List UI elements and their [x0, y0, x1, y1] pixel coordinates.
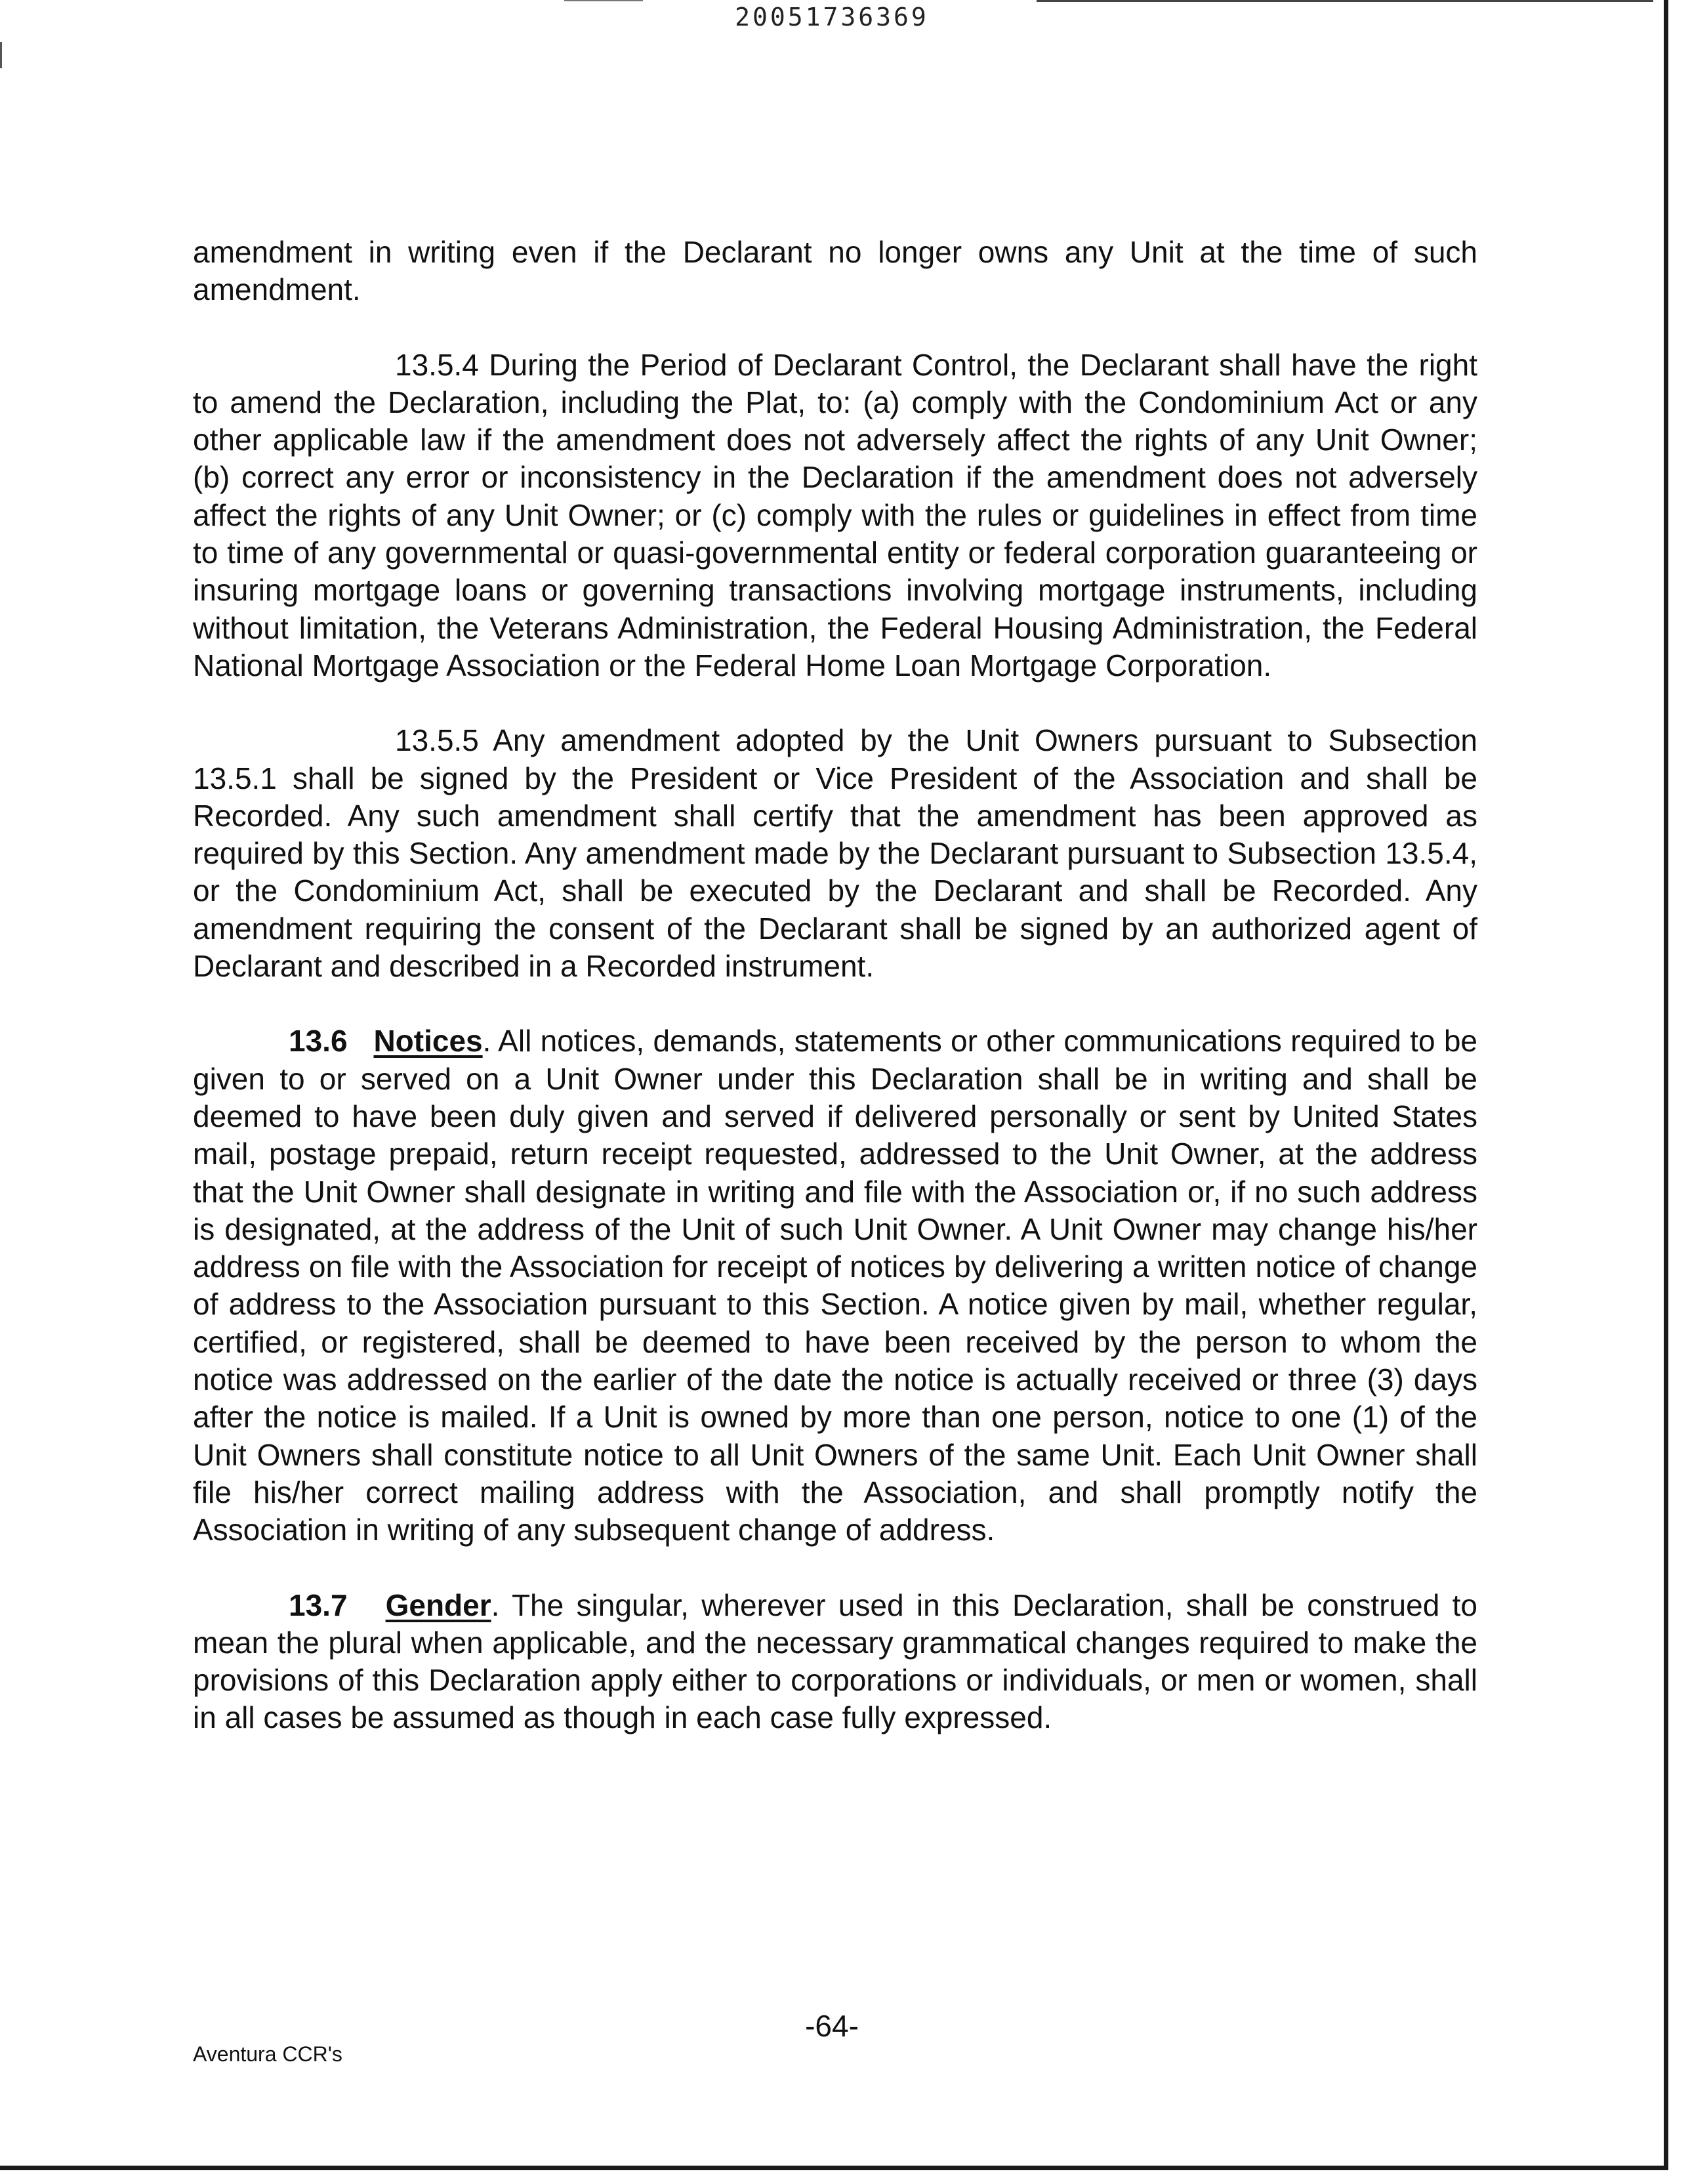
section-title-gender: Gender — [385, 1587, 491, 1622]
scan-artifact-mark — [0, 42, 2, 68]
section-13-6 — [193, 1022, 1477, 1549]
section-number: 13.7 — [289, 1587, 348, 1622]
document-body — [193, 234, 1477, 1774]
section-number: 13.6 — [289, 1024, 348, 1059]
section-13-7 — [193, 1587, 1477, 1737]
scan-artifact-line — [564, 0, 643, 1]
footer-label: Aventura CCR's — [193, 2042, 342, 2066]
document-id: 20051736369 — [735, 3, 929, 32]
section-title-notices: Notices — [373, 1024, 483, 1059]
scan-border-right — [1664, 0, 1668, 2170]
page-number: -64- — [805, 2009, 859, 2043]
scan-border-bottom — [0, 2166, 1668, 2170]
scan-artifact-line — [1037, 0, 1653, 2]
section-body: . All notices, demands, statements or other communications required to be given to or served on a Unit Owner under this Declaration shall be in writing and shall be deemed to have been duly given and served if delivered personally or sent by United States mail, postage prepaid, return receipt requested, addressed to the Unit Owner, at the address that the Unit Owner shall designate in writing and file with the Association or, if no such address is designated, at the address of the Unit of such Unit Owner. A Unit Owner may change his/her address on file with the Association for receipt of notices by delivering a written notice of change of address to the Association pursuant to this Section. A notice given by mail, whether regular, certified, or registered, shall be deemed to have been received by the person to whom the notice was addressed on the earlier of the date the notice is actually received or three (3) days after the notice is mailed. If a Unit is owned by more than one person, notice to one (1) of the Unit Owners shall constitute notice to all Unit Owners of the same Unit. Each Unit Owner shall file his/her correct mailing address with the Association, and shall promptly notify the Association in writing of any subsequent change of address. — [193, 1024, 1477, 1547]
section-body: . The singular, wherever used in this Declaration, shall be construed to mean the plural when applicable, and the necessary grammatical changes required to make the provisions of this Declaration apply either to corporations or individuals, or men or women, shall in all cases be assumed as though in each case fully expressed. — [193, 1587, 1477, 1735]
paragraph-continuation: amendment in writing even if the Declarant no longer owns any Unit at the time of such amendment. — [193, 235, 1477, 307]
paragraph-13-5-5: 13.5.5 Any amendment adopted by the Unit Owners pursuant to Subsection 13.5.1 shall be signed by the President or Vice President of the Association and shall be Recorded. Any such amendment shall certify that the amendment has been approved as required by this Section. Any amendment made by the Declarant pursuant to Subsection 13.5.4, or the Condominium Act, shall be executed by the Declarant and shall be Recorded. Any amendment requiring the consent of the Declarant shall be signed by an authorized agent of Declarant and described in a Recorded instrument. — [193, 723, 1477, 984]
paragraph-13-5-4: 13.5.4 During the Period of Declarant Control, the Declarant shall have the right to amend the Declaration, including the Plat, to: (a) comply with the Condominium Act or any other applicable law if the amendment does not adversely affect the rights of any Unit Owner; (b) correct any error or inconsistency in the Declaration if the amendment does not adversely affect the rights of any Unit Owner; or (c) comply with the rules or guidelines in effect from time to time of any governmental or quasi-governmental entity or federal corporation guaranteeing or insuring mortgage loans or governing transactions involving mortgage instruments, including without limitation, the Veterans Administration, the Federal Housing Administration, the Federal National Mortgage Association or the Federal Home Loan Mortgage Corporation. — [193, 347, 1477, 682]
